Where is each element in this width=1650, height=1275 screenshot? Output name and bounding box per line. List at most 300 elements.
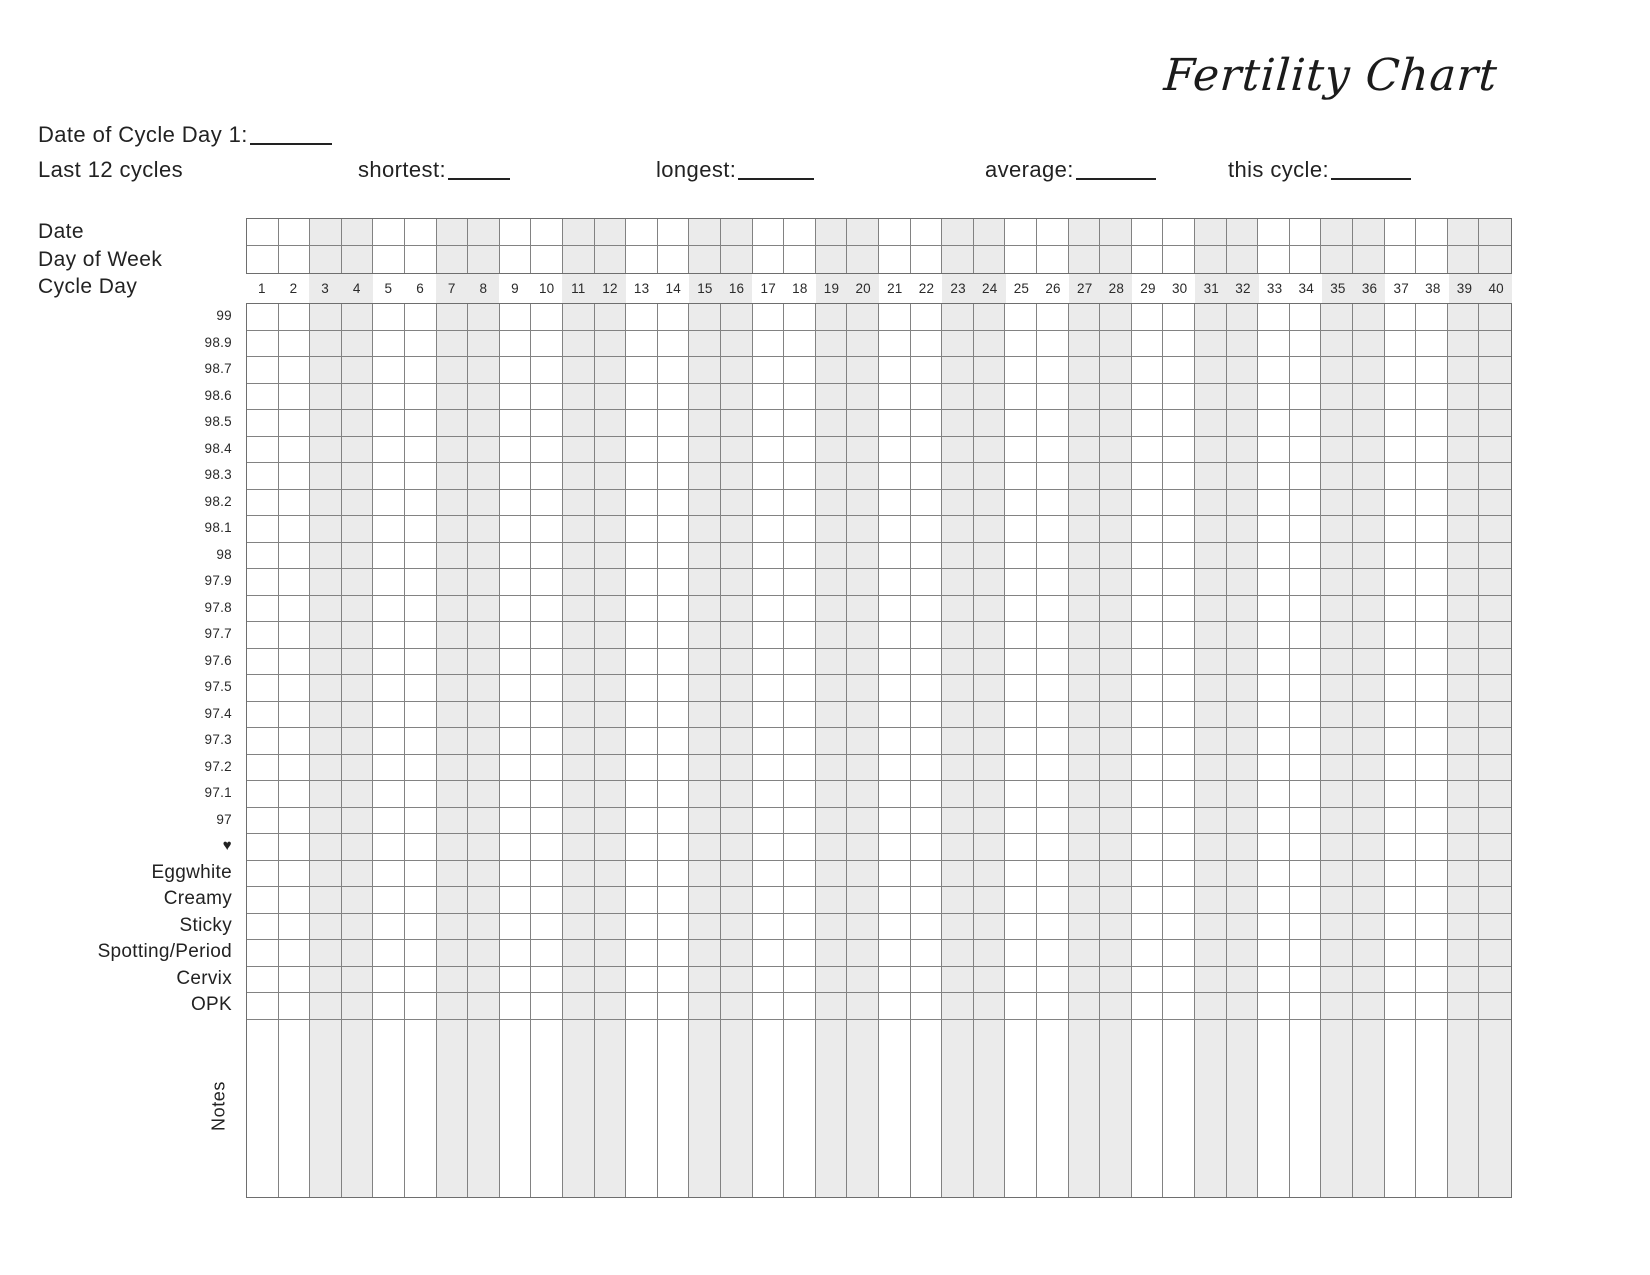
grid-cell[interactable]: [342, 808, 374, 835]
grid-cell[interactable]: [405, 569, 437, 596]
grid-cell[interactable]: [942, 781, 974, 808]
grid-cell[interactable]: [1479, 967, 1511, 994]
grid-cell[interactable]: [942, 622, 974, 649]
grid-cell[interactable]: [721, 246, 753, 273]
grid-cell[interactable]: [468, 781, 500, 808]
grid-cell[interactable]: [721, 331, 753, 358]
grid-cell[interactable]: [658, 384, 690, 411]
grid-cell[interactable]: [911, 219, 943, 246]
grid-cell[interactable]: [1132, 834, 1164, 861]
grid-cell[interactable]: [784, 755, 816, 782]
grid-cell[interactable]: [942, 463, 974, 490]
grid-cell[interactable]: [753, 410, 785, 437]
grid-cell[interactable]: [531, 861, 563, 888]
grid-cell[interactable]: [531, 808, 563, 835]
grid-cell[interactable]: [1132, 967, 1164, 994]
grid-cell[interactable]: [468, 675, 500, 702]
grid-cell[interactable]: [1448, 304, 1480, 331]
grid-cell[interactable]: [279, 543, 311, 570]
grid-cell[interactable]: [847, 543, 879, 570]
grid-cell[interactable]: [468, 490, 500, 517]
grid-cell[interactable]: [405, 463, 437, 490]
grid-cell[interactable]: [500, 331, 532, 358]
grid-cell[interactable]: [689, 702, 721, 729]
grid-cell[interactable]: [247, 993, 279, 1020]
grid-cell[interactable]: [784, 490, 816, 517]
grid-cell[interactable]: [1163, 357, 1195, 384]
grid-cell[interactable]: [1448, 993, 1480, 1020]
grid-cell[interactable]: [753, 516, 785, 543]
grid-cell[interactable]: [437, 914, 469, 941]
grid-cell[interactable]: [531, 649, 563, 676]
grid-cell[interactable]: [437, 702, 469, 729]
grid-cell[interactable]: [1163, 781, 1195, 808]
grid-cell[interactable]: [563, 781, 595, 808]
grid-cell[interactable]: [1100, 437, 1132, 464]
grid-cell[interactable]: [1100, 569, 1132, 596]
grid-cell[interactable]: [974, 940, 1006, 967]
grid-cell[interactable]: [1163, 331, 1195, 358]
grid-cell[interactable]: [310, 543, 342, 570]
grid-cell[interactable]: [1037, 622, 1069, 649]
grid-cell[interactable]: [1290, 490, 1322, 517]
grid-cell[interactable]: [911, 940, 943, 967]
grid-cell[interactable]: [658, 246, 690, 273]
grid-cell[interactable]: [405, 702, 437, 729]
grid-cell[interactable]: [879, 304, 911, 331]
grid-cell[interactable]: [279, 861, 311, 888]
grid-cell[interactable]: [1321, 246, 1353, 273]
grid-cell[interactable]: [753, 622, 785, 649]
grid-cell[interactable]: [342, 304, 374, 331]
grid-cell[interactable]: [247, 887, 279, 914]
grid-cell[interactable]: [1100, 649, 1132, 676]
grid-cell[interactable]: [310, 861, 342, 888]
grid-cell[interactable]: [310, 357, 342, 384]
grid-cell[interactable]: [1353, 410, 1385, 437]
grid-cell[interactable]: [942, 490, 974, 517]
grid-cell[interactable]: [595, 463, 627, 490]
grid-cell[interactable]: [1416, 596, 1448, 623]
grid-cell[interactable]: [879, 702, 911, 729]
grid-cell[interactable]: [1100, 834, 1132, 861]
grid-cell[interactable]: [1037, 219, 1069, 246]
grid-cell[interactable]: [247, 755, 279, 782]
grid-cell[interactable]: [1321, 755, 1353, 782]
grid-cell[interactable]: [1385, 437, 1417, 464]
grid-cell[interactable]: [847, 675, 879, 702]
grid-cell[interactable]: [1416, 1020, 1448, 1197]
grid-cell[interactable]: [1163, 437, 1195, 464]
grid-cell[interactable]: [373, 543, 405, 570]
grid-cell[interactable]: [310, 622, 342, 649]
grid-cell[interactable]: [563, 410, 595, 437]
grid-cell[interactable]: [1195, 993, 1227, 1020]
grid-cell[interactable]: [1100, 490, 1132, 517]
grid-cell[interactable]: [879, 993, 911, 1020]
grid-cell[interactable]: [626, 437, 658, 464]
grid-cell[interactable]: [531, 246, 563, 273]
grid-cell[interactable]: [626, 463, 658, 490]
grid-cell[interactable]: [437, 675, 469, 702]
grid-cell[interactable]: [1416, 569, 1448, 596]
grid-cell[interactable]: [911, 410, 943, 437]
grid-cell[interactable]: [1069, 834, 1101, 861]
grid-cell[interactable]: [405, 649, 437, 676]
grid-cell[interactable]: [1132, 410, 1164, 437]
grid-cell[interactable]: [658, 755, 690, 782]
grid-cell[interactable]: [626, 357, 658, 384]
grid-cell[interactable]: [405, 728, 437, 755]
grid-cell[interactable]: [1100, 596, 1132, 623]
grid-cell[interactable]: [1258, 357, 1290, 384]
grid-cell[interactable]: [879, 914, 911, 941]
grid-cell[interactable]: [1448, 649, 1480, 676]
grid-cell[interactable]: [247, 861, 279, 888]
grid-cell[interactable]: [626, 940, 658, 967]
grid-cell[interactable]: [405, 675, 437, 702]
grid-cell[interactable]: [753, 675, 785, 702]
grid-cell[interactable]: [1227, 940, 1259, 967]
grid-cell[interactable]: [1290, 940, 1322, 967]
grid-cell[interactable]: [500, 1020, 532, 1197]
grid-cell[interactable]: [1037, 437, 1069, 464]
grid-cell[interactable]: [279, 940, 311, 967]
grid-cell[interactable]: [373, 728, 405, 755]
grid-cell[interactable]: [974, 808, 1006, 835]
grid-cell[interactable]: [1227, 649, 1259, 676]
grid-cell[interactable]: [1353, 728, 1385, 755]
grid-cell[interactable]: [342, 410, 374, 437]
grid-cell[interactable]: [974, 219, 1006, 246]
grid-cell[interactable]: [847, 861, 879, 888]
grid-cell[interactable]: [1227, 993, 1259, 1020]
grid-cell[interactable]: [1479, 463, 1511, 490]
grid-cell[interactable]: [911, 781, 943, 808]
grid-cell[interactable]: [500, 622, 532, 649]
grid-cell[interactable]: [1100, 728, 1132, 755]
grid-cell[interactable]: [310, 649, 342, 676]
grid-cell[interactable]: [689, 357, 721, 384]
grid-cell[interactable]: [942, 702, 974, 729]
grid-cell[interactable]: [1195, 543, 1227, 570]
grid-cell[interactable]: [1100, 675, 1132, 702]
grid-cell[interactable]: [753, 437, 785, 464]
grid-cell[interactable]: [1385, 940, 1417, 967]
grid-cell[interactable]: [753, 728, 785, 755]
grid-cell[interactable]: [247, 437, 279, 464]
grid-cell[interactable]: [1005, 1020, 1037, 1197]
grid-cell[interactable]: [468, 887, 500, 914]
grid-cell[interactable]: [911, 1020, 943, 1197]
grid-cell[interactable]: [342, 675, 374, 702]
grid-cell[interactable]: [1227, 543, 1259, 570]
grid-cell[interactable]: [1037, 1020, 1069, 1197]
grid-cell[interactable]: [1416, 463, 1448, 490]
grid-cell[interactable]: [468, 993, 500, 1020]
grid-cell[interactable]: [373, 755, 405, 782]
grid-cell[interactable]: [753, 755, 785, 782]
grid-cell[interactable]: [310, 781, 342, 808]
grid-cell[interactable]: [1416, 675, 1448, 702]
grid-cell[interactable]: [689, 1020, 721, 1197]
grid-cell[interactable]: [879, 675, 911, 702]
grid-cell[interactable]: [689, 569, 721, 596]
grid-cell[interactable]: [974, 384, 1006, 411]
grid-cell[interactable]: [563, 993, 595, 1020]
grid-cell[interactable]: [1448, 675, 1480, 702]
grid-cell[interactable]: [405, 357, 437, 384]
grid-cell[interactable]: [784, 304, 816, 331]
grid-cell[interactable]: [1195, 331, 1227, 358]
grid-cell[interactable]: [1448, 569, 1480, 596]
grid-cell[interactable]: [1037, 490, 1069, 517]
grid-cell[interactable]: [437, 622, 469, 649]
grid-cell[interactable]: [816, 940, 848, 967]
grid-cell[interactable]: [847, 834, 879, 861]
grid-cell[interactable]: [974, 993, 1006, 1020]
grid-cell[interactable]: [279, 755, 311, 782]
grid-cell[interactable]: [689, 331, 721, 358]
grid-cell[interactable]: [1132, 219, 1164, 246]
grid-cell[interactable]: [1163, 490, 1195, 517]
grid-cell[interactable]: [595, 940, 627, 967]
grid-cell[interactable]: [1037, 781, 1069, 808]
grid-cell[interactable]: [468, 914, 500, 941]
grid-cell[interactable]: [595, 861, 627, 888]
grid-cell[interactable]: [1132, 861, 1164, 888]
grid-cell[interactable]: [784, 357, 816, 384]
grid-cell[interactable]: [1069, 967, 1101, 994]
grid-cell[interactable]: [721, 437, 753, 464]
grid-cell[interactable]: [1258, 914, 1290, 941]
grid-cell[interactable]: [1227, 357, 1259, 384]
grid-cell[interactable]: [784, 914, 816, 941]
grid-cell[interactable]: [1321, 331, 1353, 358]
grid-cell[interactable]: [373, 940, 405, 967]
grid-cell[interactable]: [1227, 490, 1259, 517]
grid-cell[interactable]: [847, 649, 879, 676]
grid-cell[interactable]: [974, 543, 1006, 570]
grid-cell[interactable]: [342, 543, 374, 570]
grid-cell[interactable]: [816, 675, 848, 702]
grid-cell[interactable]: [721, 967, 753, 994]
grid-cell[interactable]: [1132, 384, 1164, 411]
grid-cell[interactable]: [437, 516, 469, 543]
grid-cell[interactable]: [847, 569, 879, 596]
grid-cell[interactable]: [1353, 490, 1385, 517]
grid-cell[interactable]: [658, 649, 690, 676]
grid-cell[interactable]: [342, 967, 374, 994]
grid-cell[interactable]: [247, 649, 279, 676]
grid-cell[interactable]: [1069, 755, 1101, 782]
grid-cell[interactable]: [1195, 516, 1227, 543]
grid-cell[interactable]: [373, 490, 405, 517]
grid-cell[interactable]: [784, 887, 816, 914]
grid-cell[interactable]: [1037, 516, 1069, 543]
grid-cell[interactable]: [595, 702, 627, 729]
grid-cell[interactable]: [1100, 993, 1132, 1020]
grid-cell[interactable]: [595, 219, 627, 246]
grid-cell[interactable]: [1069, 410, 1101, 437]
grid-cell[interactable]: [563, 596, 595, 623]
grid-cell[interactable]: [373, 331, 405, 358]
grid-cell[interactable]: [1258, 622, 1290, 649]
grid-cell[interactable]: [942, 516, 974, 543]
grid-cell[interactable]: [500, 702, 532, 729]
grid-cell[interactable]: [784, 702, 816, 729]
grid-cell[interactable]: [468, 940, 500, 967]
grid-cell[interactable]: [563, 755, 595, 782]
grid-cell[interactable]: [816, 914, 848, 941]
grid-cell[interactable]: [658, 728, 690, 755]
grid-cell[interactable]: [1163, 384, 1195, 411]
grid-cell[interactable]: [753, 1020, 785, 1197]
grid-cell[interactable]: [816, 622, 848, 649]
grid-cell[interactable]: [563, 384, 595, 411]
grid-cell[interactable]: [310, 304, 342, 331]
grid-cell[interactable]: [1448, 622, 1480, 649]
grid-cell[interactable]: [1353, 808, 1385, 835]
grid-cell[interactable]: [1037, 675, 1069, 702]
grid-cell[interactable]: [879, 808, 911, 835]
grid-cell[interactable]: [1258, 246, 1290, 273]
grid-cell[interactable]: [974, 834, 1006, 861]
grid-cell[interactable]: [1163, 728, 1195, 755]
grid-cell[interactable]: [1069, 543, 1101, 570]
grid-cell[interactable]: [1321, 967, 1353, 994]
grid-cell[interactable]: [1132, 331, 1164, 358]
grid-cell[interactable]: [279, 219, 311, 246]
grid-cell[interactable]: [1321, 410, 1353, 437]
grid-cell[interactable]: [1195, 861, 1227, 888]
grid-cell[interactable]: [1416, 808, 1448, 835]
grid-cell[interactable]: [1479, 622, 1511, 649]
grid-cell[interactable]: [500, 490, 532, 517]
grid-cell[interactable]: [879, 246, 911, 273]
grid-cell[interactable]: [1005, 649, 1037, 676]
grid-cell[interactable]: [1037, 702, 1069, 729]
grid-cell[interactable]: [911, 755, 943, 782]
grid-cell[interactable]: [310, 596, 342, 623]
grid-cell[interactable]: [437, 490, 469, 517]
grid-cell[interactable]: [1385, 649, 1417, 676]
grid-cell[interactable]: [879, 649, 911, 676]
grid-cell[interactable]: [531, 755, 563, 782]
grid-cell[interactable]: [563, 569, 595, 596]
grid-cell[interactable]: [879, 967, 911, 994]
grid-cell[interactable]: [1290, 437, 1322, 464]
grid-cell[interactable]: [1132, 437, 1164, 464]
grid-cell[interactable]: [500, 887, 532, 914]
grid-cell[interactable]: [279, 1020, 311, 1197]
grid-cell[interactable]: [405, 410, 437, 437]
grid-cell[interactable]: [1258, 1020, 1290, 1197]
grid-cell[interactable]: [1069, 940, 1101, 967]
grid-cell[interactable]: [247, 1020, 279, 1197]
grid-cell[interactable]: [1037, 834, 1069, 861]
grid-cell[interactable]: [1258, 463, 1290, 490]
grid-cell[interactable]: [1448, 596, 1480, 623]
grid-cell[interactable]: [626, 410, 658, 437]
grid-cell[interactable]: [405, 384, 437, 411]
grid-cell[interactable]: [911, 808, 943, 835]
grid-cell[interactable]: [1069, 304, 1101, 331]
grid-cell[interactable]: [626, 622, 658, 649]
grid-cell[interactable]: [1037, 887, 1069, 914]
grid-cell[interactable]: [1195, 622, 1227, 649]
grid-cell[interactable]: [500, 410, 532, 437]
grid-cell[interactable]: [1069, 596, 1101, 623]
grid-cell[interactable]: [816, 596, 848, 623]
grid-cell[interactable]: [658, 463, 690, 490]
grid-cell[interactable]: [658, 490, 690, 517]
grid-cell[interactable]: [437, 861, 469, 888]
grid-cell[interactable]: [1037, 914, 1069, 941]
grid-cell[interactable]: [1290, 702, 1322, 729]
grid-cell[interactable]: [1132, 940, 1164, 967]
grid-cell[interactable]: [626, 649, 658, 676]
grid-cell[interactable]: [1258, 940, 1290, 967]
grid-cell[interactable]: [468, 304, 500, 331]
grid-cell[interactable]: [911, 569, 943, 596]
grid-cell[interactable]: [310, 755, 342, 782]
grid-cell[interactable]: [1037, 596, 1069, 623]
grid-cell[interactable]: [437, 410, 469, 437]
grid-cell[interactable]: [1069, 384, 1101, 411]
grid-cell[interactable]: [1479, 384, 1511, 411]
grid-cell[interactable]: [942, 410, 974, 437]
grid-cell[interactable]: [1132, 490, 1164, 517]
grid-cell[interactable]: [816, 834, 848, 861]
grid-cell[interactable]: [1321, 463, 1353, 490]
grid-cell[interactable]: [468, 622, 500, 649]
grid-cell[interactable]: [1448, 887, 1480, 914]
grid-cell[interactable]: [816, 808, 848, 835]
grid-cell[interactable]: [1132, 887, 1164, 914]
grid-cell[interactable]: [1448, 861, 1480, 888]
grid-cell[interactable]: [1448, 357, 1480, 384]
grid-cell[interactable]: [531, 569, 563, 596]
grid-cell[interactable]: [1069, 463, 1101, 490]
grid-cell[interactable]: [689, 304, 721, 331]
grid-cell[interactable]: [1416, 755, 1448, 782]
grid-cell[interactable]: [437, 219, 469, 246]
grid-cell[interactable]: [405, 331, 437, 358]
grid-cell[interactable]: [1227, 808, 1259, 835]
grid-cell[interactable]: [1290, 463, 1322, 490]
grid-cell[interactable]: [1163, 940, 1195, 967]
grid-cell[interactable]: [468, 1020, 500, 1197]
grid-cell[interactable]: [1321, 808, 1353, 835]
grid-cell[interactable]: [1385, 569, 1417, 596]
grid-cell[interactable]: [595, 781, 627, 808]
grid-cell[interactable]: [784, 543, 816, 570]
grid-cell[interactable]: [721, 569, 753, 596]
grid-cell[interactable]: [437, 384, 469, 411]
grid-cell[interactable]: [1258, 728, 1290, 755]
grid-cell[interactable]: [500, 993, 532, 1020]
grid-cell[interactable]: [595, 967, 627, 994]
grid-cell[interactable]: [1069, 861, 1101, 888]
grid-cell[interactable]: [342, 569, 374, 596]
grid-cell[interactable]: [911, 914, 943, 941]
grid-cell[interactable]: [974, 781, 1006, 808]
grid-cell[interactable]: [1448, 914, 1480, 941]
grid-cell[interactable]: [531, 357, 563, 384]
grid-cell[interactable]: [1479, 755, 1511, 782]
grid-cell[interactable]: [531, 331, 563, 358]
